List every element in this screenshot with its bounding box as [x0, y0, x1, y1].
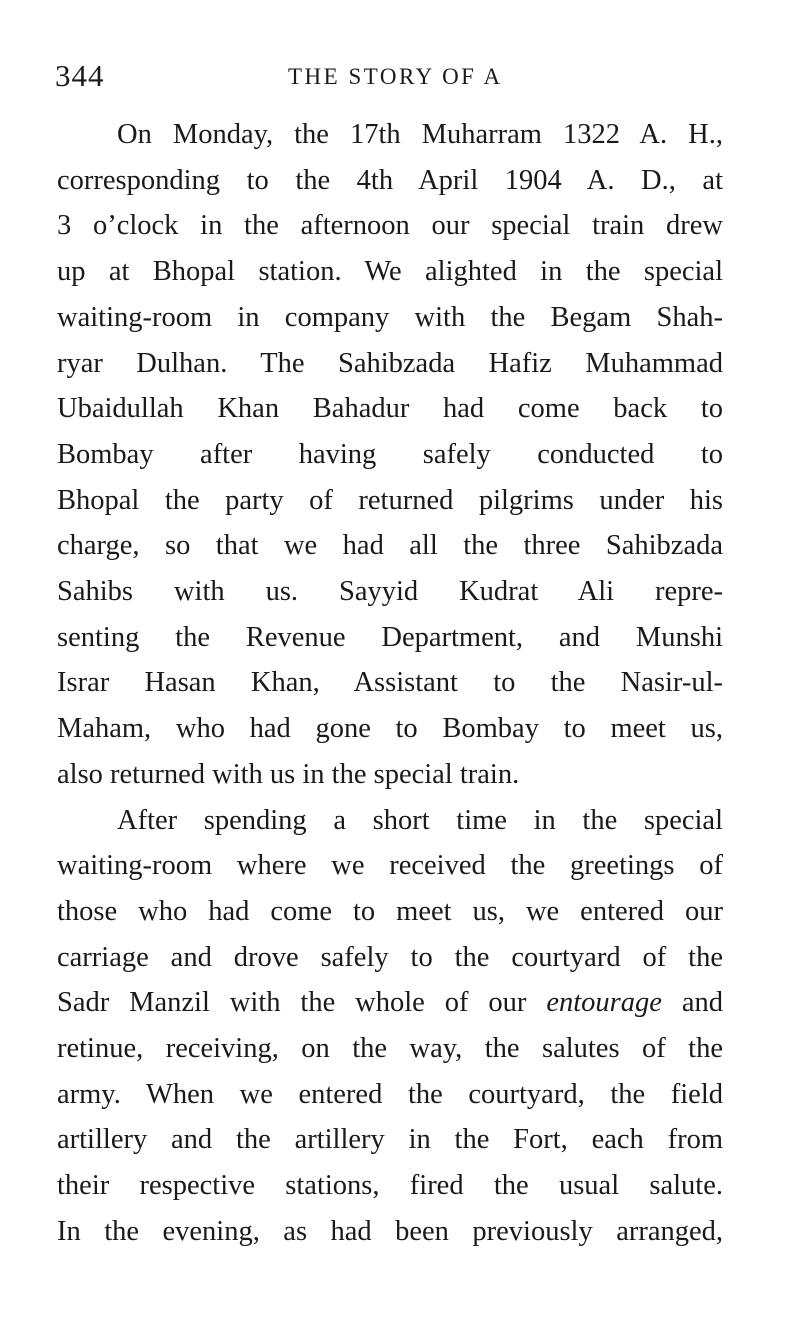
- running-title: THE STORY OF A: [288, 64, 503, 89]
- text-line: ryar Dulhan. The Sahibzada Hafiz Muhammad: [57, 347, 723, 379]
- text-line: Sahibs with us. Sayyid Kudrat Ali repre-: [57, 576, 723, 608]
- text-line: waiting-room where we received the greetings of: [57, 850, 723, 882]
- text-line: Maham, who had gone to Bombay to meet us,: [57, 713, 723, 745]
- text-line: 3 o’clock in the afternoon our special train drew: [57, 210, 723, 242]
- text-line: artillery and the artillery in the Fort, each from: [57, 1124, 723, 1156]
- text-line: corresponding to the 4th April 1904 A. D., at: [57, 164, 723, 196]
- text-line: carriage and drove safely to the courtyard of the: [57, 941, 723, 973]
- paragraph-2: [57, 798, 723, 1255]
- text-line: Bombay after having safely conducted to: [57, 438, 723, 470]
- text-line: waiting-room in company with the Begam Shah-: [57, 301, 723, 333]
- text-line: charge, so that we had all the three Sahibzada: [57, 530, 723, 562]
- text-line: After spending a short time in the special: [117, 804, 723, 836]
- text-line: those who had come to meet us, we entered our: [57, 895, 723, 927]
- text-line: retinue, receiving, on the way, the salutes of the: [57, 1033, 723, 1065]
- text-line: up at Bhopal station. We alighted in the special: [57, 256, 723, 288]
- text-line: their respective stations, fired the usual salute.: [57, 1170, 723, 1202]
- text-line: In the evening, as had been previously arranged,: [57, 1215, 723, 1247]
- text-segment: Sadr Manzil with the whole of our: [57, 987, 547, 1019]
- text-segment: and: [661, 987, 723, 1019]
- text-line: Ubaidullah Khan Bahadur had come back to: [57, 393, 723, 425]
- text-line: also returned with us in the special train.: [57, 758, 520, 790]
- text-line: senting the Revenue Department, and Munshi: [57, 621, 723, 653]
- body-text: [57, 112, 723, 1255]
- text-line: army. When we entered the courtyard, the field: [57, 1078, 723, 1110]
- text-line: Bhopal the party of returned pilgrims under his: [57, 484, 723, 516]
- text-line: On Monday, the 17th Muharram 1322 A. H.,: [117, 119, 723, 150]
- page-number: 344: [55, 58, 105, 93]
- running-head: [0, 58, 800, 98]
- text-line: Israr Hasan Khan, Assistant to the Nasir-ul-: [57, 667, 723, 699]
- paragraph-1: [57, 112, 723, 798]
- italic-word: entourage: [546, 987, 662, 1019]
- text-line-with-italic: [57, 980, 723, 1026]
